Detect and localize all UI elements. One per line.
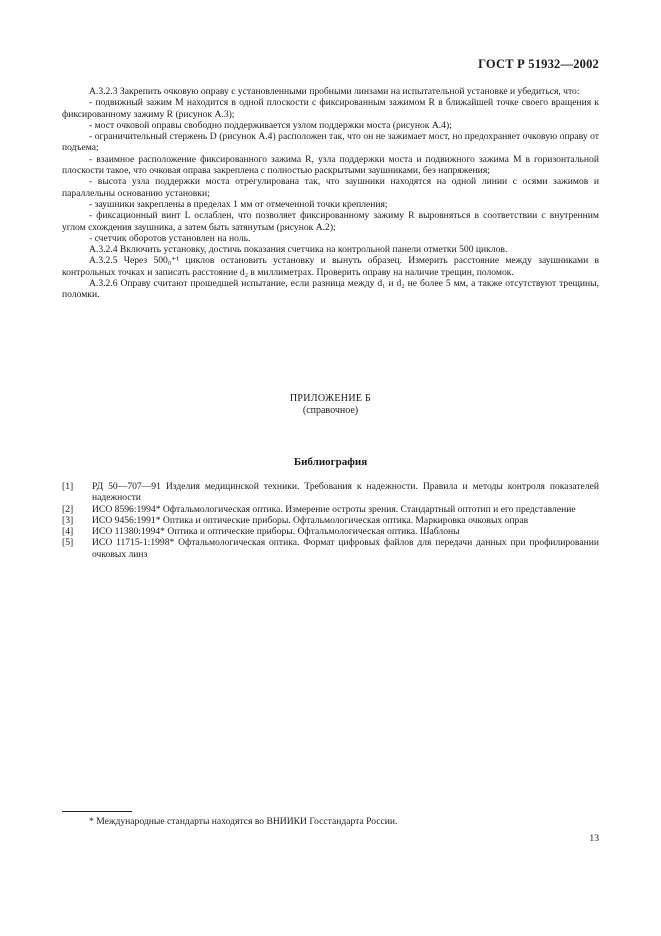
entry-text: РД 50—707—91 Изделия медицинской техники. Требования к надежности. Правила и методы контроля показателей надежности (92, 481, 599, 504)
bibliography-title: Библиография (293, 456, 368, 468)
appendix-title: ПРИЛОЖЕНИЕ Б (289, 393, 372, 404)
entry-number: [4] (62, 526, 74, 538)
standard-header: ГОСТ Р 51932—2002 (478, 57, 599, 71)
entry-text: ИСО 11380:1994* Оптика и оптические приборы. Офтальмологическая оптика. Шаблоны (92, 526, 460, 538)
entry-number: [1] (62, 481, 74, 492)
bibliography-entry (62, 515, 599, 526)
bibliography-entry (62, 537, 599, 560)
paragraph: А.3.2.4 Включить установку, достичь показания счетчика на контрольной панели отметки 500 циклов. (89, 244, 508, 256)
footnote: * Международные стандарты находятся во ВНИИКИ Госстандарта России. (89, 816, 398, 827)
entry-number: [2] (62, 503, 74, 515)
entry-text: ИСО 11715-1:1998* Офтальмологическая оптика. Формат цифровых файлов для передачи данных при профилировании очковых линз (92, 537, 599, 560)
entry-text: ИСО 8596:1994* Офтальмологическая оптика. Измерение остроты зрения. Стандартный оптотип и его представление (92, 503, 576, 515)
appendix-heading (0, 393, 661, 416)
page-number: 13 (589, 833, 599, 844)
bibliography-entry (62, 481, 599, 504)
paragraph: А.3.2.3 Закрепить очковую оправу с установленными пробными линзами на испытательной установке и убедиться, что: (89, 86, 580, 97)
appendix-subtitle: (справочное) (302, 404, 359, 416)
paragraph: - фиксационный винт L ослаблен, что позволяет фиксированному зажиму R выровняться в соответствии с внутренним углом схождения заушника, а затем быть затянутым (рисунок А.2); (62, 210, 599, 233)
section-a-3-2-text (62, 86, 599, 301)
paragraph: - ограничительный стержень D (рисунок А.4) расположен так, что он не зажимает мост, но предохраняет очковую оправу от подъема; (62, 131, 599, 154)
paragraph: А.3.2.5 Через 500₀⁺¹ циклов остановить установку и вынуть образец. Измерить расстояние между заушниками в контрольных точках и записать расстояние d₂ в миллиметрах. Проверить оправу на наличие трещин, поломок. (62, 255, 599, 278)
paragraph: - мост очковой оправы свободно поддерживается узлом поддержки моста (рисунок А.4); (89, 119, 452, 131)
entry-number: [3] (62, 514, 74, 526)
bibliography-entry (62, 504, 599, 515)
footnote-divider (62, 811, 132, 812)
bibliography-entry (62, 526, 599, 537)
paragraph: - подвижный зажим M находится в одной плоскости с фиксированным зажимом R в ближайшей точке своего вращения к фиксированному зажиму R (рисунок А.3); (62, 97, 599, 120)
paragraph: - взаимное расположение фиксированного зажима R, узла поддержки моста и подвижного зажима M в горизонтальной плоскости такое, что очковая оправа закреплена с полностью раскрытыми заушниками, без напряжения; (62, 153, 599, 177)
paragraph: - заушники закреплены в пределах 1 мм от отмеченной точки крепления; (89, 198, 388, 210)
bibliography-list (62, 481, 599, 560)
entry-text: ИСО 9456:1991* Оптика и оптические приборы. Офтальмологическая оптика. Маркировка очковых оправ (92, 514, 529, 526)
paragraph: - счетчик оборотов установлен на ноль. (89, 232, 251, 244)
paragraph: А.3.2.6 Оправу считают прошедшей испытание, если разница между d₁ и d₂ не более 5 мм, а также отсутствуют трещины, поломки. (62, 278, 599, 301)
paragraph: - высота узла поддержки моста отрегулирована так, что заушники находятся на одной линии с осями зажимов и параллельны основанию установки; (62, 176, 599, 199)
entry-number: [5] (62, 537, 74, 549)
